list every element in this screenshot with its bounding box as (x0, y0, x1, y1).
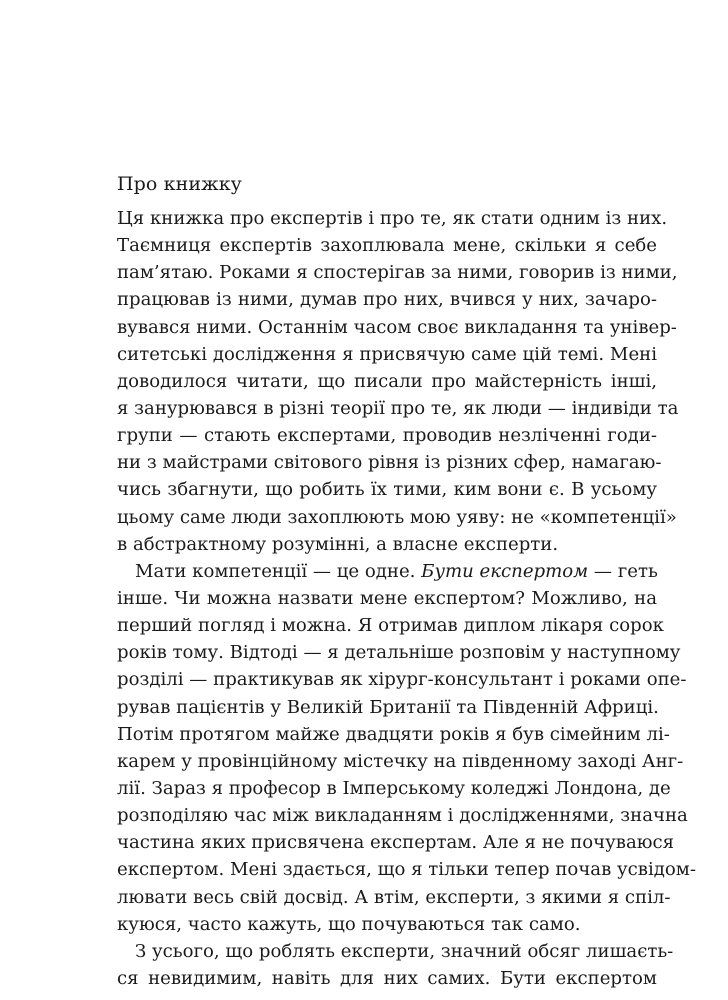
text-line: пам’ятаю. Роками я спостерігав за ними, говорив із ними, (117, 262, 678, 284)
section-heading: Про книжку (117, 173, 242, 195)
text-line: лії. Зараз я професор в Імперському коледжі Лондона, де (117, 777, 671, 799)
text-line: розділі — практикував як хірург-консультант і роками опе- (117, 669, 687, 691)
text-line: З усього, що роблять експерти, значний обсяг лишаєть- (135, 940, 674, 962)
body-text (117, 205, 696, 992)
text-line: карем у провінційному містечку на південному заході Анг- (117, 750, 684, 772)
text-line: лювати весь свій досвід. А втім, експерти, з якими я спіл- (117, 886, 671, 908)
text-run: — геть (588, 560, 658, 582)
paragraph-3 (117, 938, 674, 992)
paragraph-2 (117, 558, 696, 938)
text-line: перший погляд і можна. Я отримав диплом лікаря сорок (117, 615, 664, 637)
text-line: частина яких присвячена експертам. Але я не почуваюся (117, 832, 675, 854)
text-line: Таємниця експертів захоплювала мене, скільки я себе (117, 235, 657, 257)
text-line: років тому. Відтоді — я детальніше розповім у наступному (117, 642, 681, 664)
text-line: рував пацієнтів у Великій Британії та Південній Африці. (117, 696, 659, 718)
text-line: експертом. Мені здається, що я тільки тепер почав усвідом- (117, 859, 696, 881)
text-line: куюся, часто кажуть, що почуваються так само. (117, 913, 581, 935)
text-line: ситетські дослідження я присвячую саме цій темі. Мені (117, 343, 657, 365)
text-line: ся невидимим, навіть для них самих. Бути експертом (117, 967, 657, 989)
text-line: інше. Чи можна назвати мене експертом? Можливо, на (117, 587, 657, 609)
text-line: чись збагнути, що робить їх тими, ким вони є. В усьому (117, 479, 657, 501)
text-line: в абстрактному розумінні, а власне експерти. (117, 533, 559, 555)
italic-phrase: Бути експертом (421, 560, 589, 582)
text-line: ни з майстрами світового рівня із різних сфер, намагаю- (117, 452, 662, 474)
text-line: доводилося читати, що писали про майстерність інші, (117, 370, 657, 392)
text-line: вувався ними. Останнім часом своє викладання та універ- (117, 316, 677, 338)
paragraph-1 (117, 205, 679, 558)
text-line: розподіляю час між викладанням і дослідженнями, значна (117, 805, 688, 827)
text-line: я занурювався в різні теорії про те, як люди — індивіди та (117, 397, 679, 419)
text-line: групи — стають експертами, проводив незліченні годи- (117, 425, 657, 447)
text-line: цьому саме люди захоплюють мою уяву: не «компетенції» (117, 506, 677, 528)
text-line: Потім протягом майже двадцяти років я був сімейним лі- (117, 723, 670, 745)
text-line (117, 558, 657, 585)
text-line: Ця книжка про експертів і про те, як стати одним із них. (117, 208, 668, 229)
text-run: Мати компетенції — це одне. (135, 560, 422, 582)
text-line: працював із ними, думав про них, вчився у них, зачаро- (117, 289, 657, 311)
